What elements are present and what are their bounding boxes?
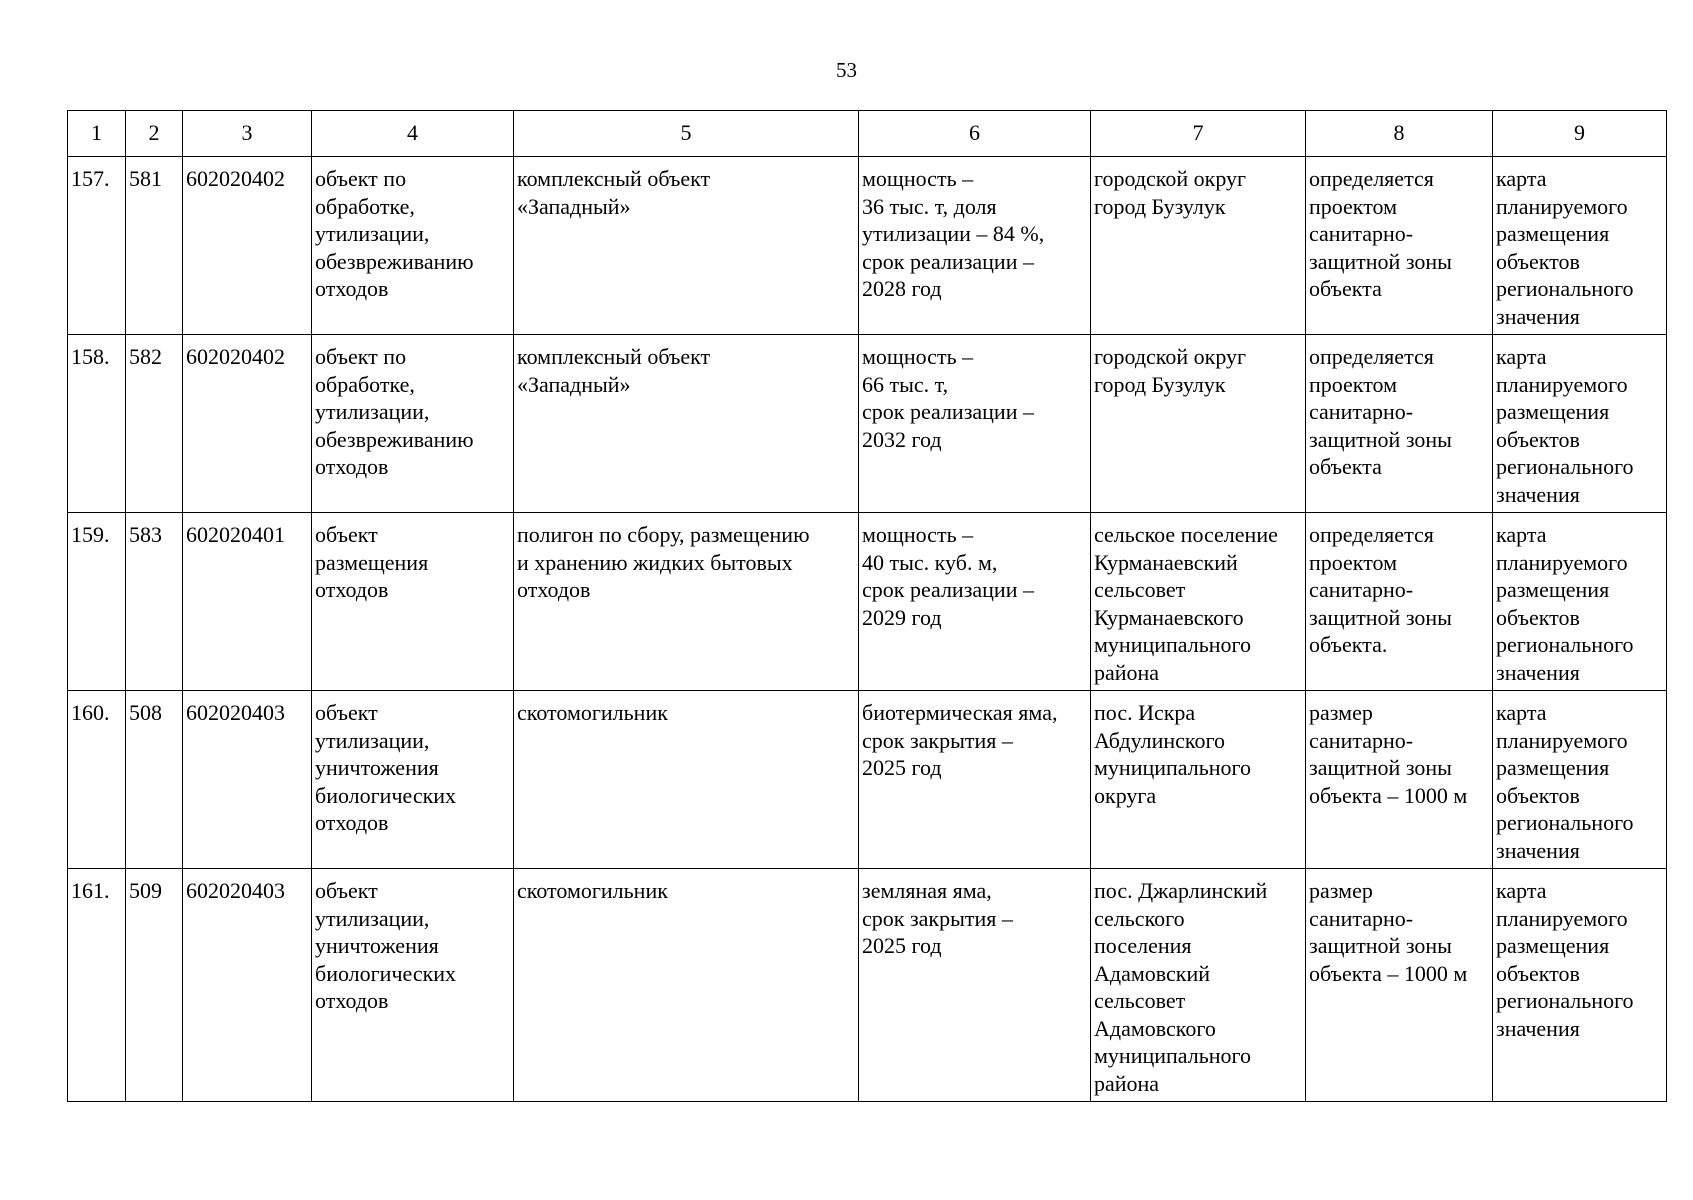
cell-text-line: «Западный» [517,193,631,219]
cell-text-line: объекта – 1000 м [1309,782,1468,808]
column-header-8: 8 [1306,111,1493,157]
column-header-3: 3 [183,111,312,157]
table-cell-col-9 [1493,513,1667,691]
table-cell-col-3 [183,513,312,691]
cell-text-line: планируемого [1496,727,1628,753]
cell-text-line: Абдулинского [1094,727,1225,753]
cell-text-line: утилизации, [315,727,430,753]
cell-text-line: 36 тыс. т, доля [862,193,997,219]
table-cell-col-6 [859,869,1091,1102]
cell-text-line: 40 тыс. куб. м, [862,549,998,575]
cell-text-line: 2032 год [862,426,942,452]
cell-text-line: 66 тыс. т, [862,371,949,397]
table-cell-col-1 [68,335,126,513]
cell-text-line: размер [1309,700,1373,725]
cell-text-line: объекта [1309,276,1382,301]
cell-text-line: 508 [129,700,162,725]
cell-text-line: объект [315,878,378,903]
cell-text-line: утилизации, [315,399,430,424]
column-header-4: 4 [312,111,514,157]
data-table [67,110,1667,1102]
cell-text-line: защитной зоны [1309,933,1452,958]
table-cell-col-3 [183,157,312,335]
cell-text-line: значения [1496,659,1580,685]
cell-text-line: 2025 год [862,933,942,958]
cell-text-line: обработке, [315,193,415,219]
cell-text-line: определяется [1309,344,1434,369]
cell-text-line: отходов [315,276,389,301]
cell-text-line: определяется [1309,522,1434,547]
cell-text-line: планируемого [1496,905,1628,931]
table-cell-col-4 [312,869,514,1102]
cell-text-line: город Бузулук [1094,193,1226,219]
cell-text-line: проектом [1309,549,1398,575]
cell-text-line: объект [315,522,378,547]
table-cell-col-1 [68,869,126,1102]
cell-text-line: пос. Искра [1094,700,1196,725]
cell-text-line: защитной зоны [1309,604,1452,630]
cell-text-line: регионального [1496,810,1634,835]
cell-text-line: санитарно- [1309,905,1414,931]
table-cell-col-1 [68,157,126,335]
cell-text-line: 602020403 [186,700,285,725]
column-header-1: 1 [68,111,126,157]
cell-text-line: сельсовет [1094,577,1186,602]
cell-text-line: отходов [315,454,389,479]
table-cell-col-7 [1091,157,1306,335]
cell-text-line: поселения [1094,933,1192,958]
cell-text-line: обезвреживанию [315,426,474,452]
cell-text-line: планируемого [1496,549,1628,575]
cell-text-line: 161. [71,878,110,903]
cell-text-line: комплексный объект [517,166,711,191]
cell-text-line: определяется [1309,166,1434,191]
cell-text-line: городской округ [1094,166,1247,191]
table-cell-col-8 [1306,157,1493,335]
table-row [68,513,1667,691]
cell-text-line: размещения [1496,755,1610,780]
cell-text-line: 159. [71,522,110,547]
cell-text-line: уничтожения [315,755,439,780]
cell-text-line: 158. [71,344,110,369]
cell-text-line: объектов [1496,604,1580,630]
cell-text-line: 602020401 [186,522,285,547]
cell-text-line: скотомогильник [517,700,668,725]
table-cell-col-8 [1306,513,1493,691]
table-cell-col-6 [859,157,1091,335]
table-cell-col-5 [514,157,859,335]
table-row [68,869,1667,1102]
table-cell-col-6 [859,513,1091,691]
cell-text-line: муниципального [1094,632,1252,657]
cell-text-line: утилизации, [315,905,430,931]
cell-text-line: объектов [1496,426,1580,452]
table-cell-col-4 [312,335,514,513]
cell-text-line: земляная яма, [862,878,992,903]
cell-text-line: «Западный» [517,371,631,397]
cell-text-line: муниципального [1094,1043,1252,1068]
cell-text-line: отходов [315,577,389,602]
table-cell-col-4 [312,691,514,869]
table-cell-col-9 [1493,691,1667,869]
cell-text-line: размещения [1496,221,1610,246]
cell-text-line: объект по [315,166,407,191]
cell-text-line: планируемого [1496,193,1628,219]
cell-text-line: комплексный объект [517,344,711,369]
table-cell-col-6 [859,335,1091,513]
cell-text-line: обезвреживанию [315,248,474,274]
table-cell-col-2 [126,157,183,335]
table-cell-col-8 [1306,691,1493,869]
cell-text-line: пос. Джарлинский [1094,878,1268,903]
cell-text-line: регионального [1496,276,1634,301]
cell-text-line: мощность – [862,166,974,191]
cell-text-line: размещения [315,549,429,575]
cell-text-line: защитной зоны [1309,755,1452,780]
cell-text-line: мощность – [862,344,974,369]
cell-text-line: объект [315,700,378,725]
table-cell-col-2 [126,335,183,513]
cell-text-line: Адамовского [1094,1015,1216,1041]
cell-text-line: значения [1496,1015,1580,1041]
page-number: 53 [836,58,857,82]
table-cell-col-8 [1306,335,1493,513]
cell-text-line: срок реализации – [862,399,1034,424]
table-cell-col-7 [1091,691,1306,869]
cell-text-line: планируемого [1496,371,1628,397]
table-cell-col-6 [859,691,1091,869]
table-cell-col-9 [1493,869,1667,1102]
table-cell-col-7 [1091,335,1306,513]
table-body [68,157,1667,1102]
column-header-5: 5 [514,111,859,157]
cell-text-line: срок закрытия – [862,905,1013,931]
table-cell-col-8 [1306,869,1493,1102]
cell-text-line: 602020403 [186,878,285,903]
cell-text-line: размещения [1496,933,1610,958]
cell-text-line: регионального [1496,632,1634,657]
cell-text-line: обработке, [315,371,415,397]
cell-text-line: 581 [129,166,162,191]
cell-text-line: 2025 год [862,755,942,780]
table-cell-col-5 [514,513,859,691]
cell-text-line: утилизации, [315,221,430,246]
cell-text-line: срок реализации – [862,248,1034,274]
table-cell-col-2 [126,691,183,869]
table-cell-col-9 [1493,335,1667,513]
cell-text-line: мощность – [862,522,974,547]
cell-text-line: утилизации – 84 %, [862,221,1045,246]
table-cell-col-7 [1091,869,1306,1102]
cell-text-line: регионального [1496,988,1634,1013]
column-header-2: 2 [126,111,183,157]
cell-text-line: муниципального [1094,755,1252,780]
column-header-6: 6 [859,111,1091,157]
cell-text-line: района [1094,659,1160,685]
cell-text-line: размещения [1496,577,1610,602]
table-cell-col-1 [68,691,126,869]
column-header-9: 9 [1493,111,1667,157]
table-cell-col-7 [1091,513,1306,691]
cell-text-line: размещения [1496,399,1610,424]
cell-text-line: размер [1309,878,1373,903]
cell-text-line: 602020402 [186,344,285,369]
table-cell-col-3 [183,335,312,513]
cell-text-line: 583 [129,522,162,547]
cell-text-line: санитарно- [1309,577,1414,602]
cell-text-line: Курманаевский [1094,549,1238,575]
cell-text-line: 157. [71,166,110,191]
table-cell-col-9 [1493,157,1667,335]
cell-text-line: объектов [1496,960,1580,986]
cell-text-line: отходов [517,577,591,602]
table-cell-col-2 [126,869,183,1102]
cell-text-line: 2028 год [862,276,942,301]
cell-text-line: биотермическая яма, [862,700,1058,725]
table-row [68,157,1667,335]
cell-text-line: значения [1496,481,1580,507]
cell-text-line: 582 [129,344,162,369]
cell-text-line: карта [1496,700,1547,725]
cell-text-line: Адамовский [1094,960,1211,986]
table-row [68,335,1667,513]
cell-text-line: сельсовет [1094,988,1186,1013]
cell-text-line: 160. [71,700,110,725]
cell-text-line: сельского [1094,905,1185,931]
column-header-7: 7 [1091,111,1306,157]
table-cell-col-4 [312,513,514,691]
table-cell-col-5 [514,691,859,869]
header-row [68,111,1667,157]
cell-text-line: отходов [315,988,389,1013]
cell-text-line: санитарно- [1309,727,1414,753]
cell-text-line: уничтожения [315,933,439,958]
table-row [68,691,1667,869]
cell-text-line: срок реализации – [862,577,1034,602]
cell-text-line: отходов [315,810,389,835]
cell-text-line: Курманаевского [1094,604,1244,630]
cell-text-line: района [1094,1070,1160,1096]
cell-text-line: и хранению жидких бытовых [517,549,793,575]
table-cell-col-1 [68,513,126,691]
cell-text-line: карта [1496,166,1547,191]
cell-text-line: карта [1496,344,1547,369]
cell-text-line: объекта. [1309,632,1388,657]
table-cell-col-2 [126,513,183,691]
cell-text-line: объект по [315,344,407,369]
cell-text-line: 509 [129,878,162,903]
cell-text-line: 2029 год [862,604,942,630]
table-cell-col-4 [312,157,514,335]
cell-text-line: санитарно- [1309,221,1414,246]
cell-text-line: защитной зоны [1309,248,1452,274]
cell-text-line: сельское поселение [1094,522,1278,547]
cell-text-line: значения [1496,837,1580,863]
cell-text-line: проектом [1309,371,1398,397]
cell-text-line: 602020402 [186,166,285,191]
cell-text-line: городской округ [1094,344,1247,369]
cell-text-line: объекта – 1000 м [1309,960,1468,986]
cell-text-line: округа [1094,782,1157,808]
cell-text-line: биологических [315,782,457,808]
cell-text-line: регионального [1496,454,1634,479]
cell-text-line: скотомогильник [517,878,668,903]
cell-text-line: полигон по сбору, размещению [517,522,810,547]
cell-text-line: срок закрытия – [862,727,1013,753]
cell-text-line: значения [1496,303,1580,329]
cell-text-line: объекта [1309,454,1382,479]
cell-text-line: объектов [1496,782,1580,808]
cell-text-line: город Бузулук [1094,371,1226,397]
table-cell-col-5 [514,869,859,1102]
cell-text-line: санитарно- [1309,399,1414,424]
cell-text-line: защитной зоны [1309,426,1452,452]
cell-text-line: объектов [1496,248,1580,274]
cell-text-line: биологических [315,960,457,986]
cell-text-line: карта [1496,522,1547,547]
cell-text-line: проектом [1309,193,1398,219]
table-cell-col-3 [183,691,312,869]
table-cell-col-5 [514,335,859,513]
table-cell-col-3 [183,869,312,1102]
cell-text-line: карта [1496,878,1547,903]
